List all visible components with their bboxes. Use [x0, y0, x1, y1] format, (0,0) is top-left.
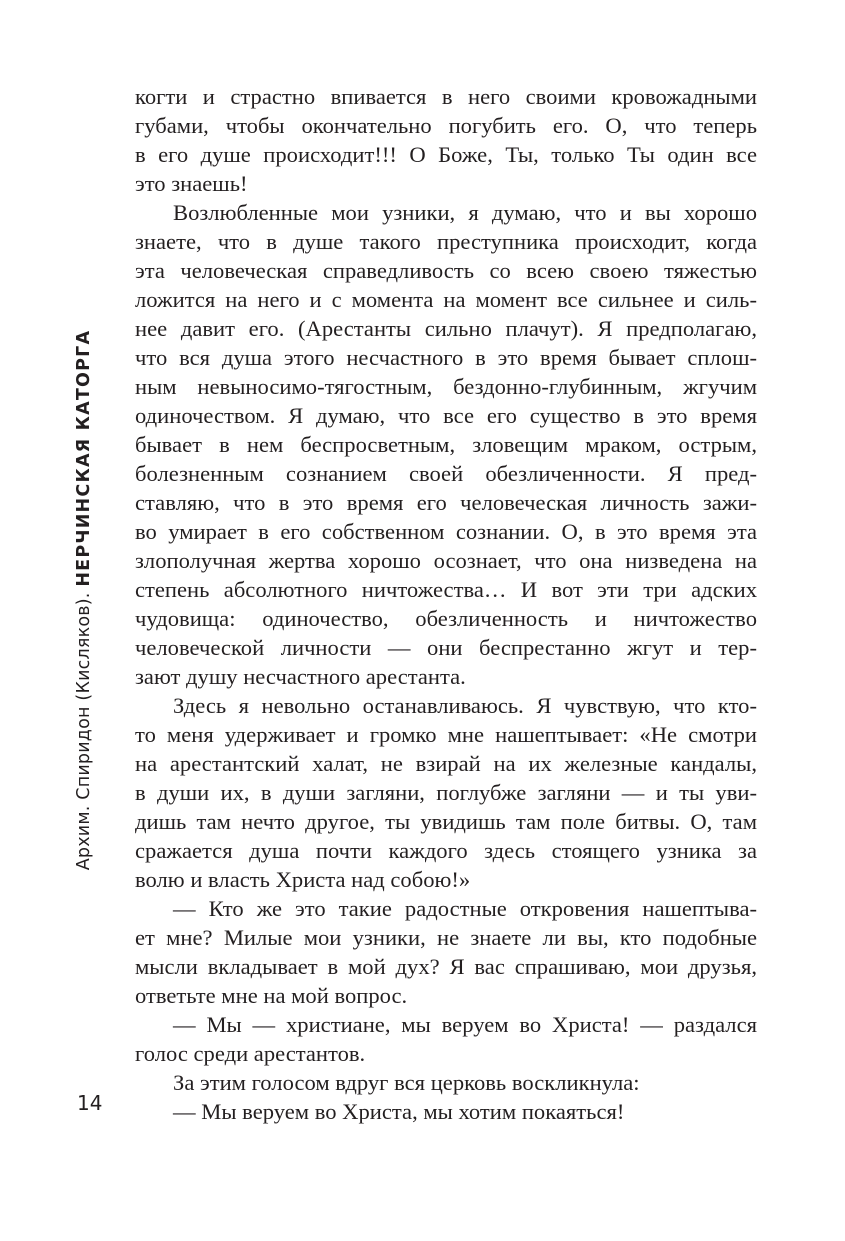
text-line: голос среди арестантов.	[135, 1041, 366, 1066]
text-line: когти и страстно впивается в него своими кровожадными	[135, 84, 757, 109]
paragraph	[135, 82, 757, 198]
text-line: во умирает в его собственном сознании. О, в это время эта	[135, 519, 757, 544]
text-line: — Кто же это такие радостные откровения нашептыва-	[173, 896, 757, 921]
text-line: дишь там нечто другое, ты увидишь там поле битвы. О, там	[135, 809, 757, 834]
text-line: ложится на него и с момента на момент все сильнее и силь-	[135, 287, 757, 312]
running-head-title: НЕРЧИНСКАЯ КАТОРГА	[74, 329, 94, 587]
paragraph	[135, 1097, 757, 1126]
text-line: болезненным сознанием своей обезличенности. Я пред-	[135, 461, 757, 486]
text-line: что вся душа этого несчастного в это время бывает сплош-	[135, 345, 757, 370]
paragraph	[135, 198, 757, 691]
text-line: Здесь я невольно останавливаюсь. Я чувствую, что кто-	[173, 693, 757, 718]
text-line: злополучная жертва хорошо осознает, что она низведена на	[135, 548, 757, 573]
text-line: чудовища: одиночество, обезличенность и ничтожество	[135, 606, 757, 631]
page-number: 14	[77, 1091, 103, 1115]
text-line: губами, чтобы окончательно погубить его. О, что теперь	[135, 113, 757, 138]
text-line: Возлюбленные мои узники, я думаю, что и вы хорошо	[173, 200, 757, 225]
text-line: в его душе происходит!!! О Боже, Ты, только Ты один все	[135, 142, 757, 167]
text-line: бывает в нем беспросветным, зловещим мраком, острым,	[135, 432, 757, 457]
text-line: волю и власть Христа над собою!»	[135, 867, 471, 892]
text-line: ставляю, что в это время его человеческая личность зажи-	[135, 490, 757, 515]
text-line: ответьте мне на мой вопрос.	[135, 983, 408, 1008]
text-line: мысли вкладывает в мой дух? Я вас спрашиваю, мои друзья,	[135, 954, 757, 979]
text-line: зают душу несчастного арестанта.	[135, 664, 466, 689]
text-line: это знаешь!	[135, 171, 248, 196]
paragraph	[135, 691, 757, 894]
text-line: знаете, что в душе такого преступника происходит, когда	[135, 229, 757, 254]
running-head-text	[74, 330, 94, 870]
text-line: человеческой личности — они беспрестанно жгут и тер-	[135, 635, 757, 660]
text-line: — Мы — христиане, мы веруем во Христа! — раздался	[173, 1012, 757, 1037]
body-text	[135, 82, 757, 1126]
text-line: — Мы веруем во Христа, мы хотим покаяться!	[173, 1099, 625, 1124]
paragraph	[135, 1010, 757, 1068]
text-line: эта человеческая справедливость со всею своею тяжестью	[135, 258, 757, 283]
text-line: За этим голосом вдруг вся церковь воскликнула:	[173, 1070, 640, 1095]
paragraph	[135, 894, 757, 1010]
text-line: в души их, в души загляни, поглубже загляни — и ты уви-	[135, 780, 757, 805]
text-line: сражается душа почти каждого здесь стоящего узника за	[135, 838, 757, 863]
text-line: одиночеством. Я думаю, что все его существо в это время	[135, 403, 757, 428]
text-line: нее давит его. (Арестанты сильно плачут). Я предполагаю,	[135, 316, 757, 341]
text-line: ет мне? Милые мои узники, не знаете ли вы, кто подобные	[135, 925, 757, 950]
paragraph	[135, 1068, 757, 1097]
text-line: то меня удерживает и громко мне нашептывает: «Не смотри	[135, 722, 757, 747]
running-head-author: Архим. Спиридон (Кисляков).	[74, 592, 94, 871]
text-line: ным невыносимо-тягостным, бездонно-глубинным, жгучим	[135, 374, 757, 399]
text-line: степень абсолютного ничтожества… И вот эти три адских	[135, 577, 757, 602]
text-line: на арестантский халат, не взирай на их железные кандалы,	[135, 751, 757, 776]
